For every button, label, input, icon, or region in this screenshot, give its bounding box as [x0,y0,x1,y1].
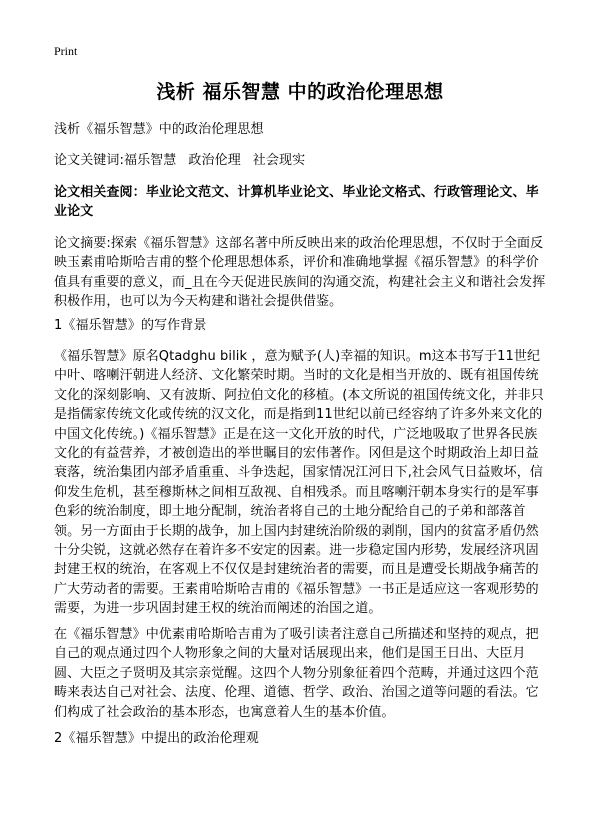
section-2-heading: 2《福乐智慧》中提出的政治伦理观 [54,731,259,746]
keyword-3: 社会现实 [252,153,306,168]
print-label[interactable]: Print [54,44,78,58]
keywords-prefix: 论文关键词: [54,153,124,168]
keywords-line [54,151,548,170]
keyword-2: 政治伦理 [188,153,241,168]
keyword-1: 福乐智慧 [123,153,177,168]
related-search-links[interactable]: 论文相关查阅：毕业论文范文、计算机毕业论文、毕业论文格式、行政管理论文、毕业论文 [54,185,539,220]
section-1-paragraph-1: 《福乐智慧》原名Qtadghu bilik ，意为赋予(人)幸福的知识。m这本书写于11世纪中叶、喀喇汗朝进人经济、文化繁荣时期。当时的文化是相当开放的、既有祖国传统文化的深刻影响、又有波斯、阿拉伯文化的移植。(本文所说的祖国传统文化，并非只是指儒家传统文化或传统的汉文化，而是指到11世纪以前已经容纳了许多外来文化的中国文化传统。)《福乐智慧》正是在这一文化开放的时代，广泛地吸取了世界各民族文化的有益营养，才被创造出的举世瞩目的宏伟著作。冈但是这个时期政治上却日益衰落，统治集团内部矛盾重重、斗争迭起，国家情况江河日下,社会风气日益败坏，信仰发生危机，甚至穆斯林之间相互敌视、自相残杀。而且喀喇汗朝本身实行的是军事色彩的统治制度，即土地分配制，统治者将自己的土地分配给自己的子弟和部落首领。另一方面由于长期的战争，加上国内封建统治阶级的剥削，国内的贫富矛盾仍然十分尖锐，这就必然存在着许多不安定的因素。进一步稳定国内形势，发展经济巩固封建王权的统治，在客观上不仅仅是封建统治者的需要，而且是遭受长期战争痛苦的广大劳动者的需要。王素甫哈斯哈吉甫的《福乐智慧》一书正是适应这一客观形势的需要，为进一步巩固封建王权的统治而阐述的治国之道。 [54,349,544,617]
section-1-heading: 1《福乐智慧》的写作背景 [54,318,207,333]
article-subtitle: 浅析《福乐智慧》中的政治伦理思想 [54,122,264,137]
section-1-paragraph-2: 在《福乐智慧》中优素甫哈斯哈吉甫为了吸引读者注意自己所描述和坚持的观点，把自己的观点通过四个人物形象之间的大量对话展现出来，他们是国王日出、大臣月圆、大臣之子贤明及其宗亲觉醒。这四个人物分别象征着四个范畴，并通过这四个范畴来表达自己对社会、法度、伦理、道德、哲学、政治、治国之道等问题的看法。它们构成了社会政治的基本形态，也寓意着人生的基本价值。 [54,627,539,720]
page-title: 浅析 福乐智慧 中的政治伦理思想 [156,81,444,103]
abstract-paragraph: 论文摘要:探索《福乐智慧》这部名著中所反映出来的政治伦理思想，不仅时于全面反映玉素甫哈斯哈吉甫的整个伦理思想体系，评价和准确地掌握《福乐智慧》的科学价值具有重要的意义，而_且在今天促进民族间的沟通交流，构建社会主义和谐社会发挥积极作用，也可以为今天构建和谐社会提供借鉴。 [54,236,546,310]
